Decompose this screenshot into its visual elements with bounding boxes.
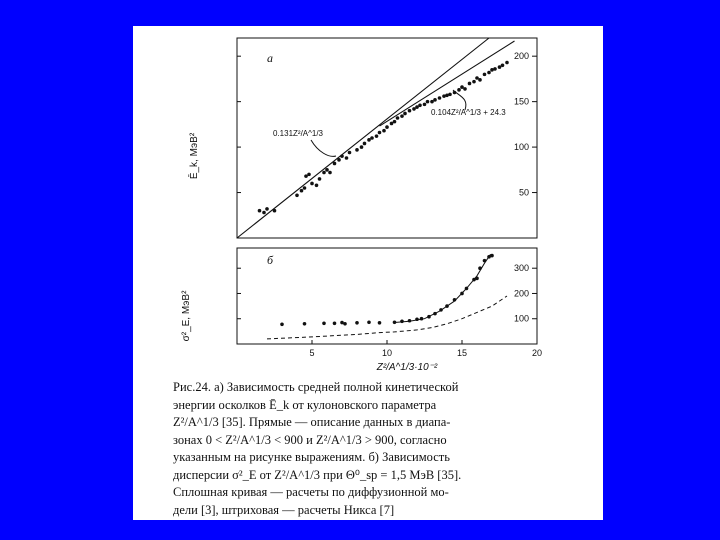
data-point (295, 193, 299, 197)
data-point (393, 120, 397, 124)
data-point (303, 186, 307, 190)
data-point (310, 182, 314, 186)
data-point (412, 107, 416, 111)
data-point (487, 71, 491, 75)
data-point (363, 142, 367, 146)
data-point (315, 183, 319, 187)
data-point (280, 322, 284, 326)
data-point (367, 320, 371, 324)
data-point (390, 122, 394, 126)
data-point (345, 156, 349, 160)
x-tick-label: 20 (531, 348, 543, 358)
data-point (400, 114, 404, 118)
data-point (328, 171, 332, 175)
data-point (460, 85, 464, 89)
data-point (403, 112, 407, 116)
x-tick-label: 15 (456, 348, 468, 358)
data-point (382, 129, 386, 133)
x-tick-label: 5 (309, 348, 315, 358)
y-tick-label: 300 (513, 263, 529, 274)
caption-line-5: указанным на рисунке выражениям. б) Зависимость (173, 450, 450, 464)
x-axis-label: Z²/A^1/3·10⁻² (376, 362, 438, 373)
panel-b-variance-chart (181, 248, 542, 373)
data-point (318, 177, 322, 181)
data-point (438, 96, 442, 100)
data-point (348, 151, 352, 155)
data-point (325, 168, 329, 172)
data-point (375, 134, 379, 138)
caption-line-2: энергии осколков Ē_k от кулоновского параметра (173, 397, 437, 412)
data-point (322, 321, 326, 325)
data-point (396, 116, 400, 120)
data-point (463, 87, 467, 91)
data-point (483, 73, 487, 77)
data-point (457, 88, 461, 92)
data-point (370, 136, 374, 140)
y-tick-label: 50 (518, 187, 529, 198)
data-point (475, 76, 479, 80)
figure-svg (133, 26, 603, 376)
data-point (490, 254, 494, 258)
data-point (265, 207, 269, 211)
data-point (333, 321, 337, 325)
data-point (355, 321, 359, 325)
y-tick-label: 200 (513, 51, 529, 62)
y-axis-label: σ²_E, МэВ² (181, 290, 192, 342)
data-point (418, 103, 422, 107)
figure-caption (173, 379, 587, 519)
plot-frame (237, 38, 537, 238)
data-point (493, 67, 497, 71)
y-axis-label: Ē_k, МэВ² (189, 132, 200, 180)
panel-letter: а (267, 51, 273, 65)
data-point (385, 125, 389, 129)
data-point (304, 174, 308, 178)
data-point (430, 100, 434, 104)
y-tick-label: 200 (513, 288, 529, 299)
caption-line-7: Сплошная кривая — расчеты по диффузионной мо- (173, 485, 449, 499)
data-point (415, 105, 419, 109)
data-point (307, 173, 311, 177)
y-tick-label: 100 (513, 313, 529, 324)
data-point (258, 209, 262, 213)
data-point (408, 109, 412, 113)
fit-line (237, 38, 489, 238)
fit-label-1: 0.131Z²/A^1/3 (273, 129, 324, 138)
scanned-page (133, 26, 603, 520)
caption-line-4: зонах 0 < Z²/A^1/3 < 900 и Z²/A^1/3 > 900, согласно (173, 432, 447, 447)
data-point (262, 211, 266, 215)
data-point (360, 145, 364, 149)
y-tick-label: 100 (513, 142, 529, 153)
data-point (501, 63, 505, 67)
caption-line-1: Рис.24. а) Зависимость средней полной кинетической (173, 380, 459, 394)
caption-line-8: дели [3], штриховая — расчеты Никса [7] (173, 502, 395, 517)
data-point (322, 171, 326, 175)
panel-a-energy-chart (188, 38, 537, 238)
data-point (343, 322, 347, 326)
panel-letter: б (267, 253, 274, 267)
data-point (423, 103, 427, 107)
data-point (378, 321, 382, 325)
data-point (300, 189, 304, 193)
data-point (448, 93, 452, 97)
y-tick-label: 150 (513, 96, 529, 107)
fit-label-1-leader (311, 140, 336, 156)
x-tick-label: 10 (381, 348, 393, 358)
nix-dashed-curve (267, 296, 507, 339)
data-point (505, 61, 509, 65)
data-point (303, 322, 307, 326)
data-point (367, 138, 371, 142)
data-point (472, 80, 476, 84)
data-point (355, 148, 359, 152)
caption-line-6: дисперсии σ²_E от Z²/A^1/3 при Θ⁰_sp = 1,5 МэВ [35]. (173, 467, 462, 482)
plot-frame (237, 248, 537, 344)
data-point (478, 78, 482, 82)
data-point (433, 98, 437, 102)
fit-label-2: 0.104Z²/A^1/3 + 24.3 (431, 108, 506, 117)
data-point (400, 319, 404, 323)
caption-line-3: Z²/A^1/3 [35]. Прямые — описание данных в диапа- (173, 415, 451, 429)
data-point (498, 65, 502, 69)
data-point (426, 100, 430, 104)
data-point (378, 131, 382, 135)
data-point (468, 82, 472, 86)
